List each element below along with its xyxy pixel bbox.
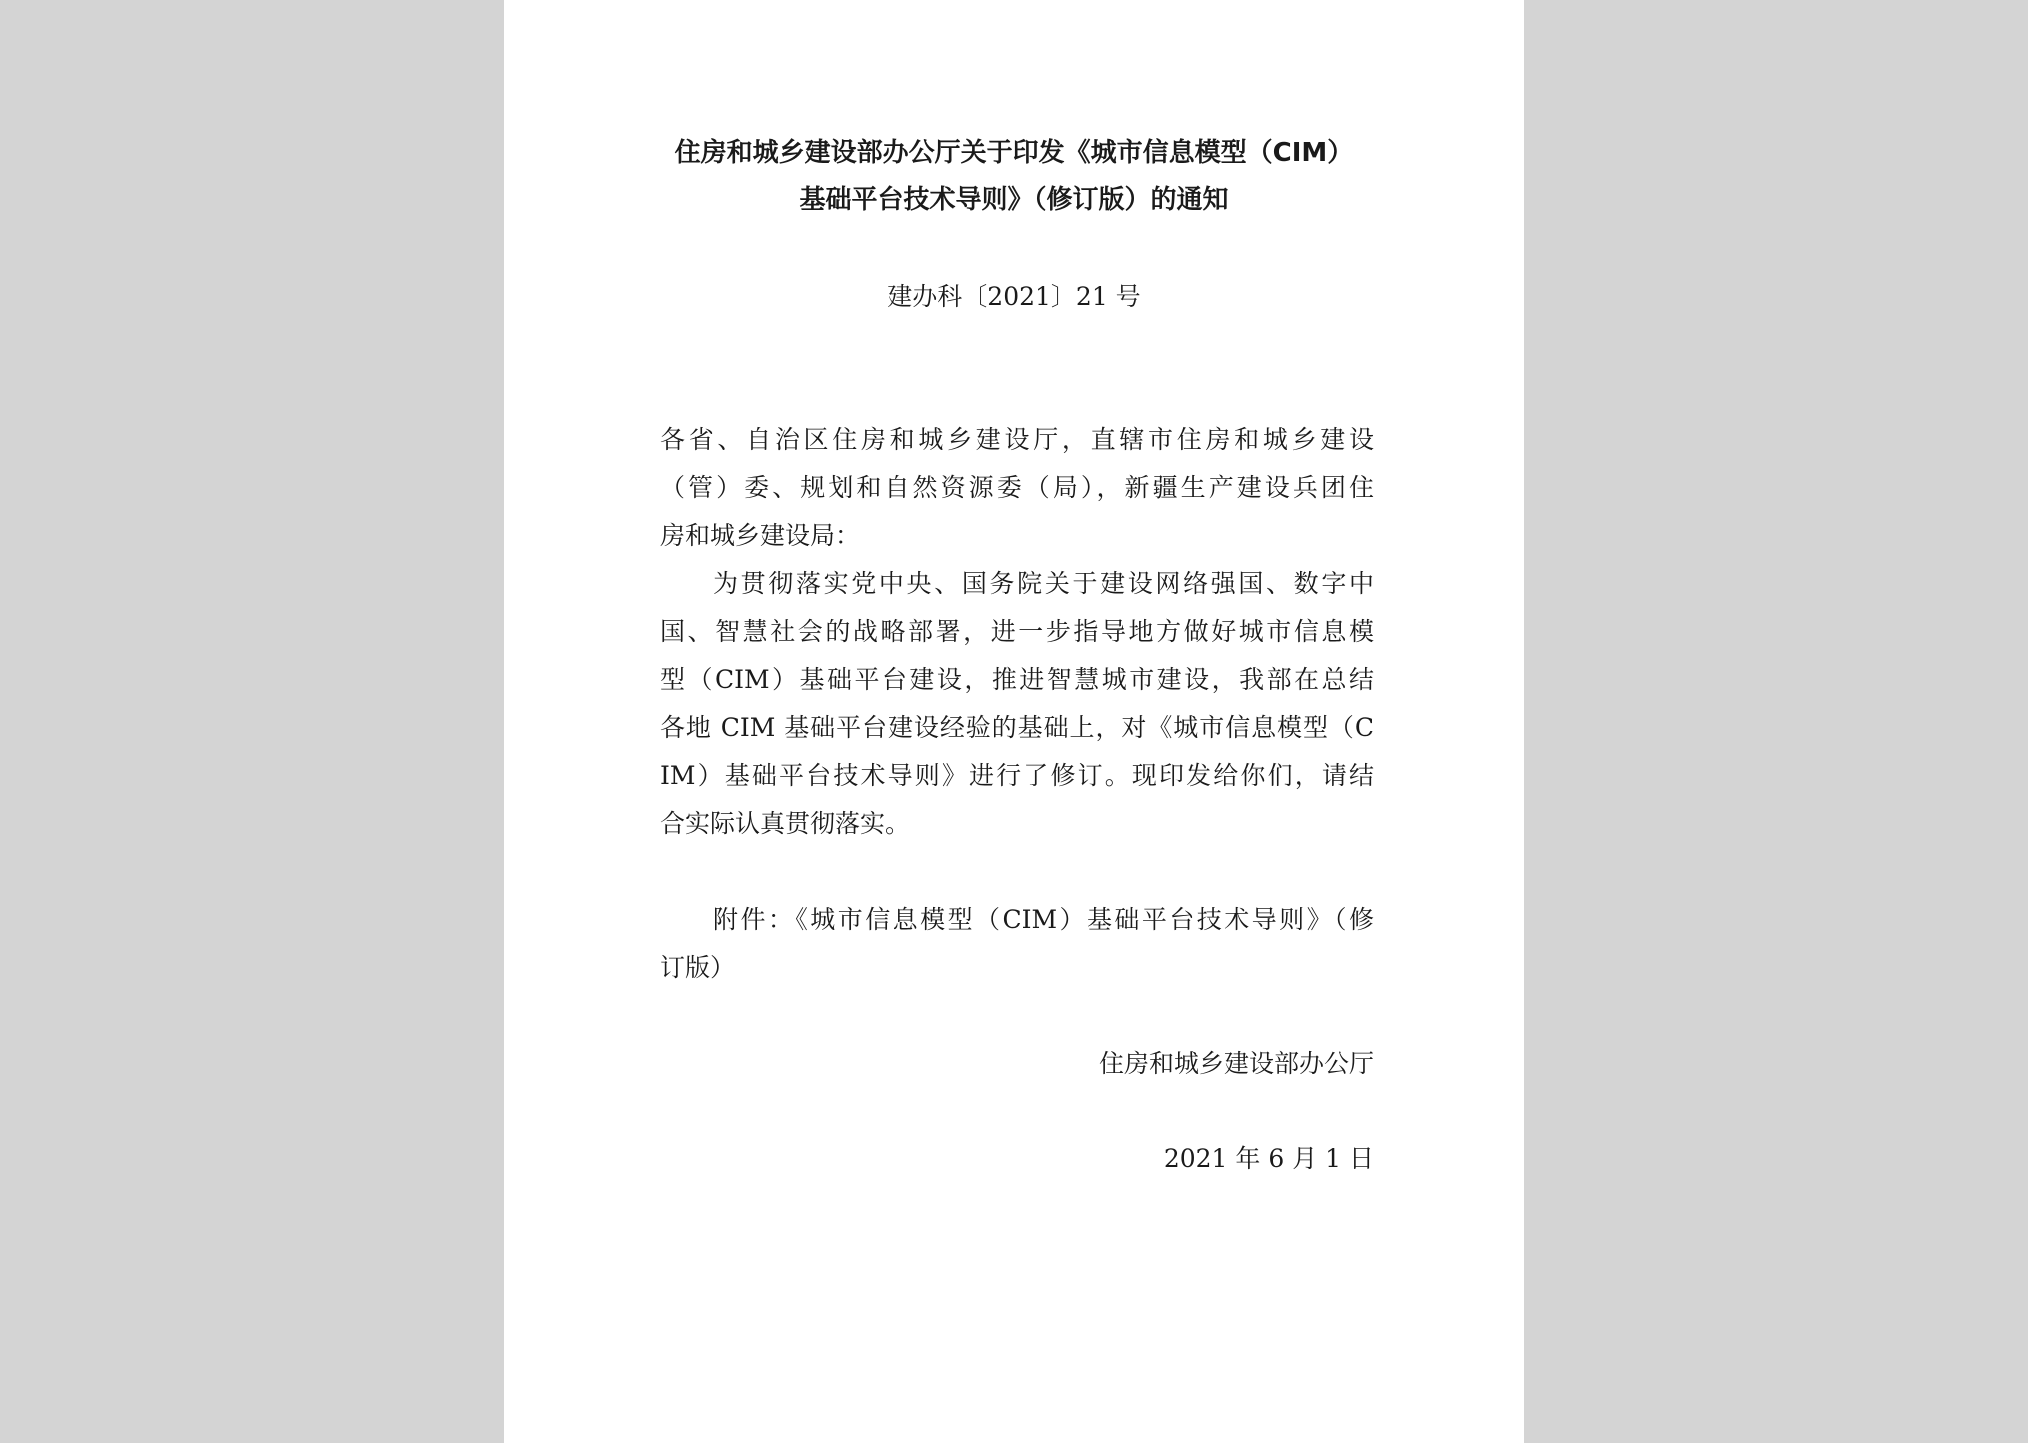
issuer-signature: 住房和城乡建设部办公厅 [1098,1049,1374,1078]
salutation-line-3: 房和城乡建设局： [660,521,861,550]
body-line-1: 为贯彻落实党中央、国务院关于建设网络强国、数字中 [713,569,1374,598]
attachment-line-2: 订版） [660,953,736,982]
document-number: 建办科〔2021〕21 号 [887,282,1141,311]
document-title-line-1: 住房和城乡建设部办公厅关于印发《城市信息模型（CIM） [674,138,1354,168]
attachment-line-1: 附件：《城市信息模型（CIM）基础平台技术导则》（修 [713,905,1374,934]
body-line-3: 型（CIM）基础平台建设，推进智慧城市建设，我部在总结 [660,665,1374,694]
issue-date: 2021 年 6 月 1 日 [1163,1144,1374,1173]
document-page [504,0,1524,1443]
salutation-line-1: 各省、自治区住房和城乡建设厅，直辖市住房和城乡建设 [660,425,1374,454]
body-line-4: 各地 CIM 基础平台建设经验的基础上，对《城市信息模型（C [660,713,1374,742]
body-line-5: IM）基础平台技术导则》进行了修订。现印发给你们，请结 [660,761,1374,790]
document-title-line-2: 基础平台技术导则》（修订版）的通知 [799,185,1229,215]
salutation-line-2: （管）委、规划和自然资源委（局），新疆生产建设兵团住 [660,473,1374,502]
body-line-6: 合实际认真贯彻落实。 [660,809,911,838]
body-line-2: 国、智慧社会的战略部署，进一步指导地方做好城市信息模 [660,617,1374,646]
